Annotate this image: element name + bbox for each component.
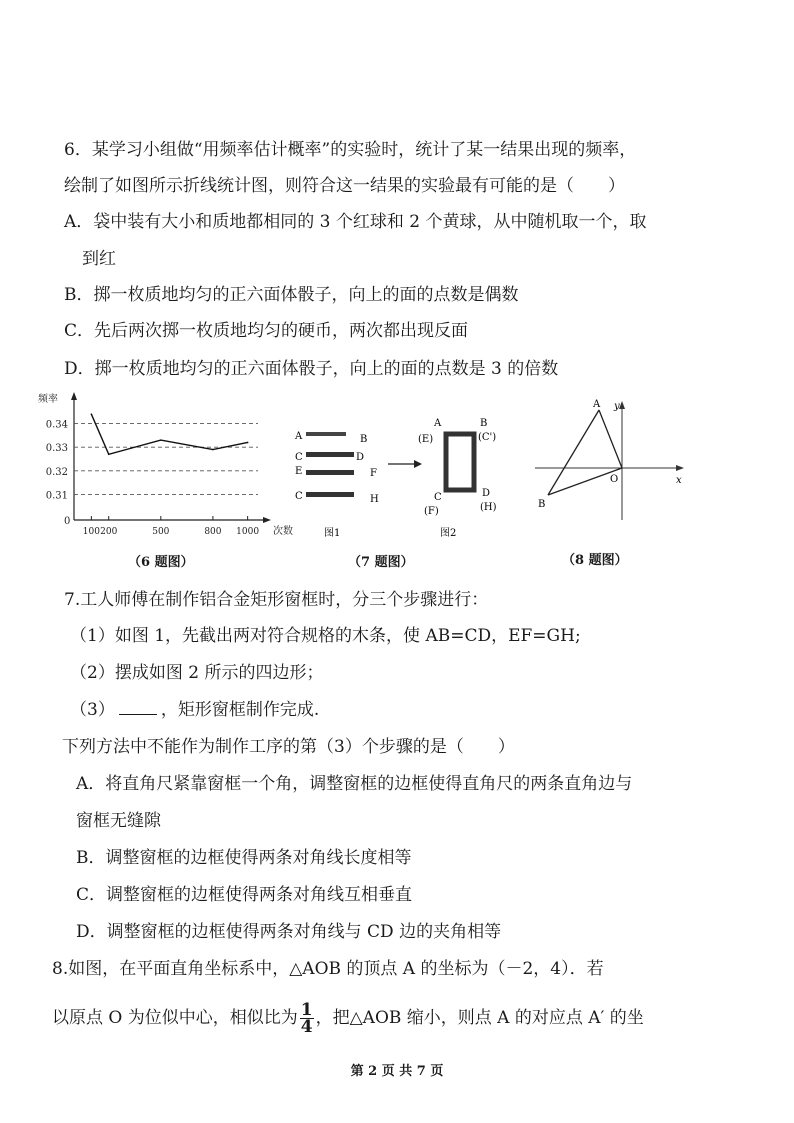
x-axis-label: 次数 — [273, 526, 293, 537]
fraction-numerator: 1 — [300, 1000, 313, 1020]
point-a-label: A — [593, 399, 601, 410]
q7-step-3 — [70, 699, 319, 721]
fig1-label: 图1 — [324, 528, 341, 539]
q6-frequency-line-chart — [30, 390, 293, 550]
q6-option-d: D．掷一枚质地均匀的正六面体骰子，向上的面的点数是 3 的倍数 — [64, 359, 559, 379]
q7-option-a-line1: A．将直角尺紧靠窗框一个角，调整窗框的边框使得直角尺的两条直角边与 — [76, 774, 633, 794]
rect-label-c: C — [434, 492, 442, 503]
side-ao — [599, 410, 622, 468]
q6-option-a-line1: A．袋中装有大小和质地都相同的 3 个红球和 2 个黄球，从中随机取一个，取 — [64, 212, 647, 232]
q6-stem-line2: 绘制了如图所示折线统计图，则符合这一结果的实验最有可能的是（ ） — [64, 176, 625, 196]
q6-figure-caption: （6 题图） — [128, 555, 194, 570]
q7-step-2: （2）摆成如图 2 所示的四边形； — [70, 663, 324, 683]
label-f: F — [370, 468, 377, 479]
x-tick-label: 1000 — [236, 527, 260, 537]
q7-option-b: B．调整窗框的边框使得两条对角线长度相等 — [76, 848, 412, 868]
x-tick-label: 500 — [152, 527, 170, 537]
label-c: C — [295, 491, 303, 502]
q8-stem-part2: ，把△AOB 缩小，则点 A 的对应点 A′ 的坐 — [315, 1008, 644, 1028]
origin-label: 0 — [64, 516, 71, 527]
q7-figure2-rect — [446, 434, 474, 490]
data-point — [91, 413, 93, 415]
rect-label-e: (E) — [418, 434, 434, 445]
rect-label-a: A — [434, 418, 442, 429]
x-tick-label: 200 — [100, 527, 118, 537]
x-axis-arrow-icon — [676, 465, 684, 471]
q7-figure1-bars — [306, 432, 354, 497]
side-ab — [548, 410, 599, 495]
bar-ef — [306, 470, 354, 475]
q7-option-d: D．调整窗框的边框使得两条对角线与 CD 边的夹角相等 — [76, 922, 502, 942]
rect-label-f: (F) — [424, 506, 439, 517]
label-a: A — [295, 431, 303, 442]
q6-option-b: B．掷一枚质地均匀的正六面体骰子，向上的面的点数是偶数 — [64, 285, 519, 305]
data-point — [212, 449, 214, 451]
origin-label: O — [610, 474, 619, 485]
data-point — [160, 439, 162, 441]
x-tick-label: 800 — [204, 527, 222, 537]
bar-ab — [306, 432, 346, 436]
x-label: x — [676, 475, 682, 486]
y-axis-label: 频率 — [38, 394, 58, 405]
q7-option-c: C．调整窗框的边框使得两条对角线互相垂直 — [76, 885, 413, 905]
y-tick-label: 0.34 — [45, 419, 68, 431]
frequency-series-line — [91, 414, 247, 454]
q7-figure — [290, 412, 520, 542]
y-tick-label: 0.32 — [45, 466, 68, 478]
y-axis-arrow-icon — [619, 401, 625, 409]
q7-step-3-prefix: （3） — [70, 700, 115, 720]
fig2-label: 图2 — [440, 528, 457, 539]
q7-option-a-line2: 窗框无缝隙 — [76, 811, 161, 831]
x-axis-arrow-icon — [263, 517, 271, 523]
rect-label-h: (H) — [480, 502, 497, 513]
q6-stem-line1: 6．某学习小组做“用频率估计概率”的实验时，统计了某一结果出现的频率， — [64, 140, 637, 160]
q8-stem-line1: 8.如图，在平面直角坐标系中，△AOB 的顶点 A 的坐标为（－2，4）．若 — [52, 959, 604, 979]
y-axis-arrow-icon — [71, 392, 77, 400]
q7-step-3-suffix: ，矩形窗框制作完成. — [160, 700, 320, 720]
y-label: y — [614, 401, 620, 412]
q6-option-a-line2: 到红 — [82, 249, 116, 269]
arrow-head-icon — [414, 460, 422, 468]
label-c-small: C — [295, 452, 303, 463]
data-point — [108, 453, 110, 455]
rect-label-c-prime: (C') — [478, 432, 497, 443]
q7-question: 下列方法中不能作为制作工序的第（3）个步骤的是（ ） — [62, 737, 515, 757]
q8-coordinate-figure — [530, 395, 690, 535]
rect-label-b: B — [480, 418, 488, 429]
q8-stem-part1: 以原点 O 为位似中心，相似比为 — [52, 1008, 298, 1028]
label-e: E — [295, 466, 303, 477]
page-footer: 第 2 页 共 7 页 — [350, 1064, 444, 1079]
q7-stem: 7.工人师傅在制作铝合金矩形窗框时，分三个步骤进行： — [64, 590, 489, 610]
q7-blank — [119, 714, 157, 715]
q7-figure-caption: （7 题图） — [348, 555, 414, 570]
label-b: B — [360, 434, 368, 445]
data-point — [247, 442, 249, 444]
x-tick-label: 100 — [82, 527, 100, 537]
q7-step-1: （1）如图 1，先截出两对符合规格的木条，使 AB=CD，EF=GH; — [70, 626, 581, 646]
label-d: D — [356, 452, 365, 463]
label-h: H — [370, 494, 379, 505]
q6-option-c: C．先后两次掷一枚质地均匀的硬币，两次都出现反面 — [64, 321, 469, 341]
y-tick-label: 0.33 — [45, 443, 68, 455]
fraction-denominator: 4 — [300, 1017, 313, 1037]
bar-gh — [306, 492, 354, 497]
point-b-label: B — [538, 499, 546, 510]
bar-cd-upper — [306, 452, 354, 457]
q8-ratio-fraction — [300, 1002, 314, 1035]
y-tick-label: 0.31 — [45, 490, 68, 502]
q8-stem-line2 — [52, 1002, 644, 1035]
q8-figure-caption: （8 题图） — [562, 553, 628, 568]
rect-label-d: D — [482, 488, 491, 499]
